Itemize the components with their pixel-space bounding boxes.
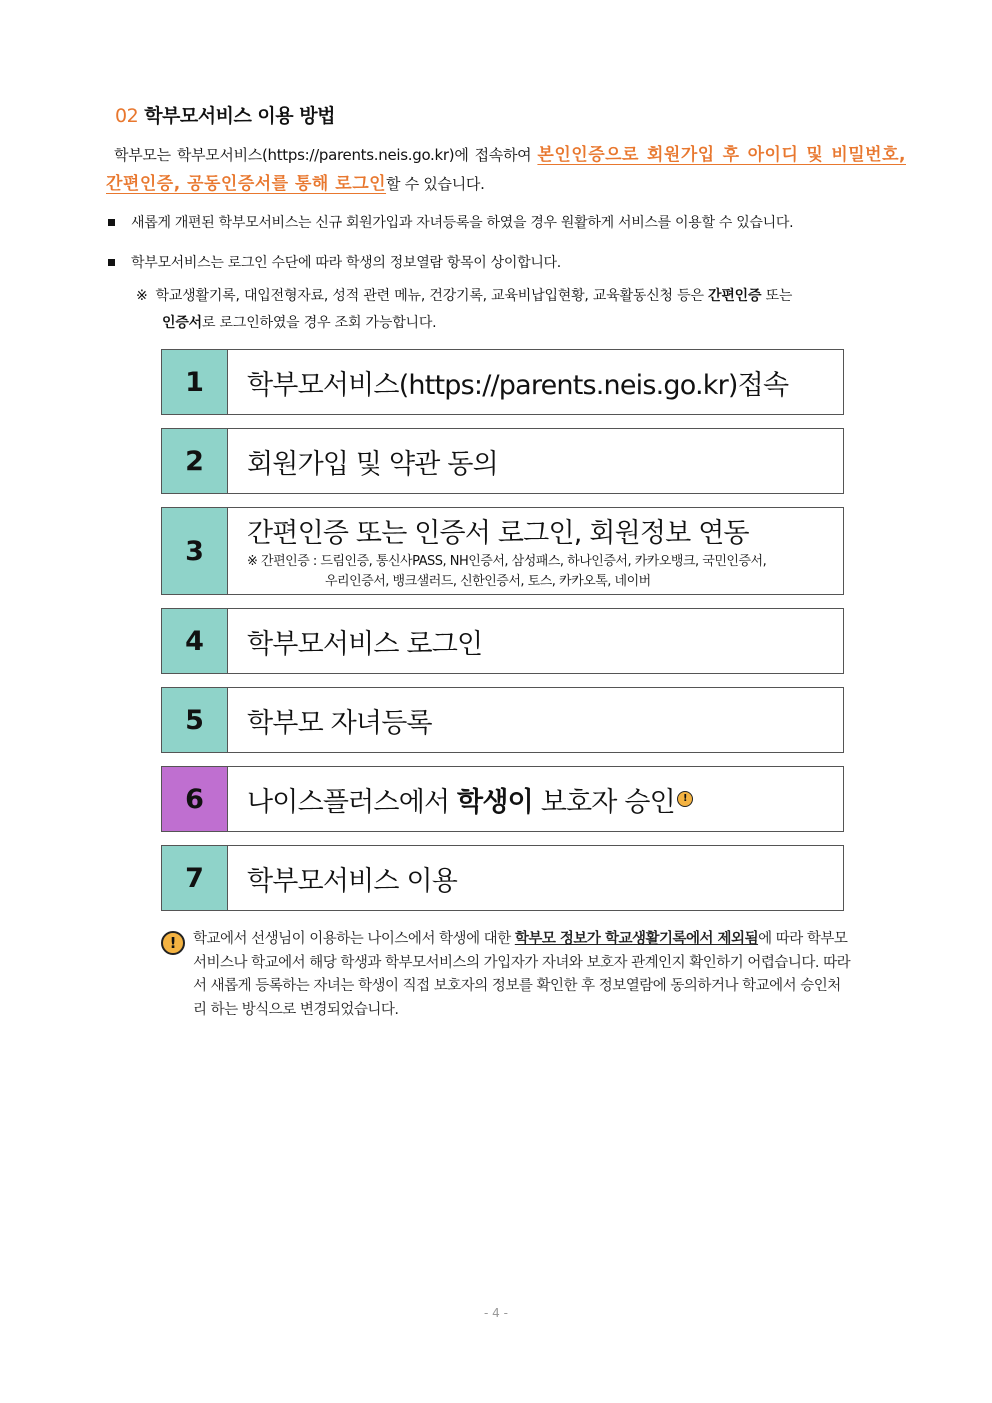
step-label [247,780,843,819]
intro-highlight: 본인인증으로 회원가입 후 아이디 및 비밀번호, 간편인증, 공동인증서를 통해 로그인 [106,145,906,194]
exclamation-icon: ! [677,791,693,807]
step-5 [161,687,844,753]
note-text: 로 로그인하였을 경우 조회 가능합니다. [201,315,437,331]
step-number-badge: 5 [162,688,228,752]
step-number-badge: 2 [162,429,228,493]
bullet-text: 새롭게 개편된 학부모서비스는 신규 회원가입과 자녀등록을 하였을 경우 원활하게 서비스를 이용할 수 있습니다. [131,215,794,231]
warning-text-before: 학교에서 선생님이 이용하는 나이스에서 학생에 대한 [193,931,515,947]
step-label: 간편인증 또는 인증서 로그인, 회원정보 연동 [247,517,749,549]
section-number: 02 [115,105,139,127]
square-bullet-icon [108,259,115,266]
step-label: 학부모 자녀등록 [247,707,432,739]
step-label: 학부모서비스 이용 [247,865,458,897]
section-heading [115,101,335,128]
step-number-badge: 4 [162,609,228,673]
note-mark: ※ [136,288,148,304]
step-label: 학부모서비스 로그인 [247,628,483,660]
note-bold: 간편인증 [708,288,762,304]
step-sub-text: ※ 간편인증 : 드림인증, 통신사PASS, NH인증서, 삼성패스, 하나인증서, 카카오뱅크, 국민인증서, [247,553,767,569]
note-text: 또는 [761,288,793,304]
section-title-text: 학부모서비스 이용 방법 [144,105,335,127]
step-sub-text: 우리인증서, 뱅크샐러드, 신한인증서, 토스, 카카오톡, 네이버 [325,573,651,589]
warning-text-after: 에 따라 학부모서비스나 학교에서 해당 학생과 학부모서비스의 가입자가 자녀와 보호자 관계인지 확인하기 어렵습니다. 따라서 새롭게 등록하는 자녀는 학생이 직접 보호자의 정보를 확인한 후 정보열람에 동의하거나 학교에서 승인처리 하는 방식으로 변경되었습니다. [193,931,851,1018]
step-number-badge: 6 [162,767,228,831]
step-7 [161,845,844,911]
step-label: 회원가입 및 약관 동의 [247,448,498,480]
bullet-item [108,212,793,232]
intro-text-before: 학부모는 학부모서비스(https://parents.neis.go.kr)에 접속하여 [114,146,538,164]
square-bullet-icon [108,219,115,226]
warning-emphasis: 학부모 정보가 학교생활기록에서 제외됨 [514,931,759,947]
step-sub-note [247,552,843,592]
step-label: 학부모서비스(https://parents.neis.go.kr)접속 [247,369,789,401]
step-label-text: 보호자 승인 [532,786,675,818]
warning-text [193,928,851,1022]
exclamation-icon: ! [161,931,185,955]
step-number-badge: 7 [162,846,228,910]
step-3 [161,507,844,595]
step-label-text: 나이스플러스에서 [247,786,458,818]
reference-note [136,283,906,337]
step-4 [161,608,844,674]
intro-text-after: 할 수 있습니다. [386,175,485,193]
step-number-badge: 3 [162,508,228,594]
step-6 [161,766,844,832]
page-number: - 4 - [484,1306,508,1320]
intro-paragraph [106,141,906,199]
note-bold: 인증서 [162,315,202,331]
note-text: 학교생활기록, 대입전형자료, 성적 관련 메뉴, 건강기록, 교육비납입현황, 교육활동신청 등은 [155,288,709,304]
step-1 [161,349,844,415]
step-number-badge: 1 [162,350,228,414]
bullet-item [108,252,561,272]
step-label-bold: 학생이 [457,786,533,818]
bullet-text: 학부모서비스는 로그인 수단에 따라 학생의 정보열람 항목이 상이합니다. [131,255,561,271]
step-2 [161,428,844,494]
warning-note [161,928,851,1022]
